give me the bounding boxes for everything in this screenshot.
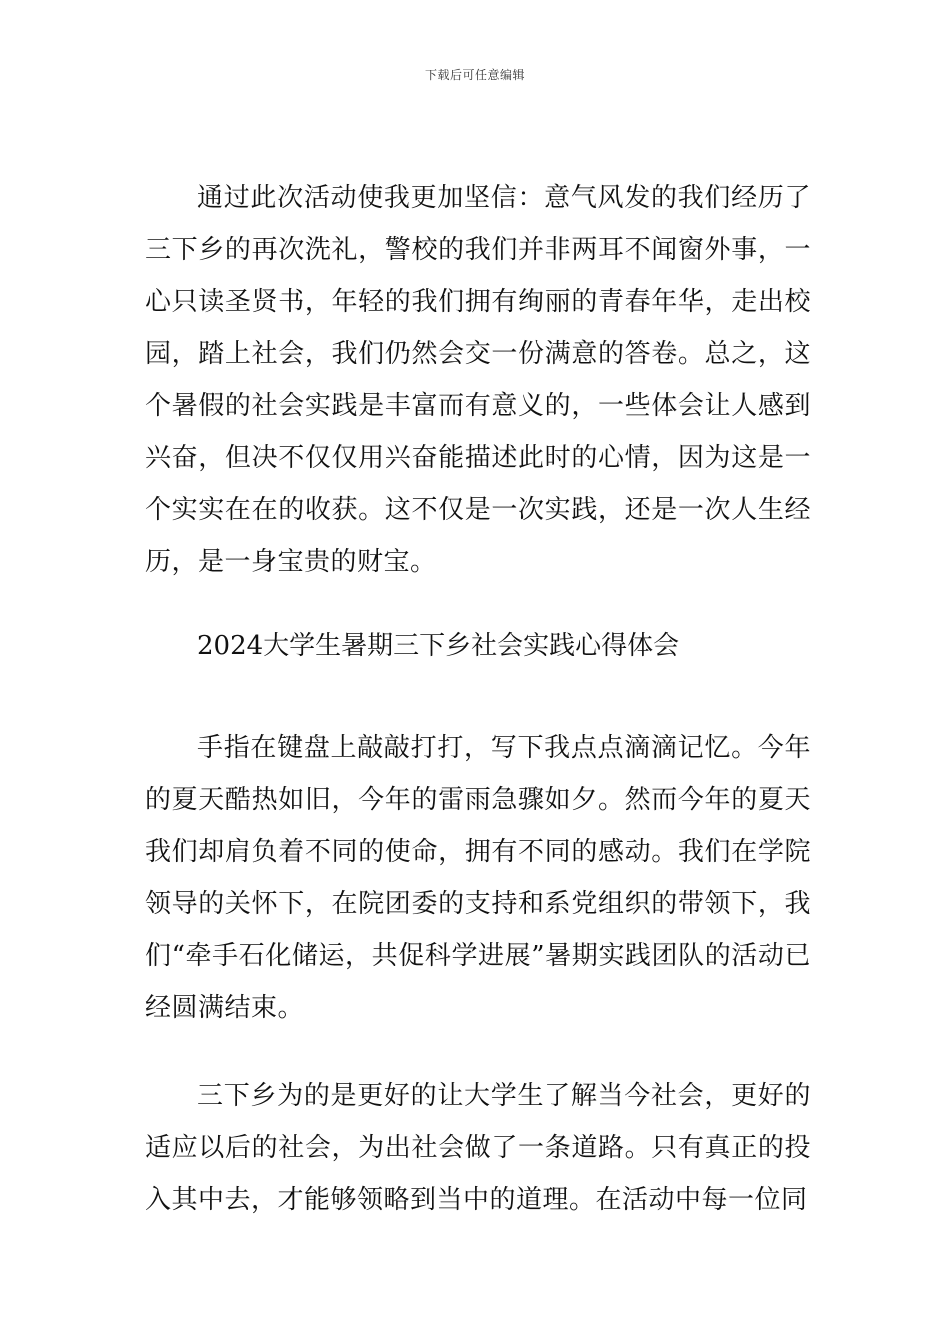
header-note: 下载后可任意编辑: [424, 68, 525, 82]
paragraph-2: 手指在键盘上敲敲打打，写下我点点滴滴记忆。今年的夏天酷热如旧，今年的雷雨急骤如夕。然而今年的夏天我们却肩负着不同的使命，拥有不同的感动。我们在学院领导的关怀下，在院团委的支持和系党组织的带领下，我们“牵手石化储运，共促科学进展”暑期实践团队的活动已经圆满结束。: [145, 733, 811, 1023]
paragraph-1: 通过此次活动使我更加坚信：意气风发的我们经历了三下乡的再次洗礼，警校的我们并非两耳不闻窗外事，一心只读圣贤书，年轻的我们拥有绚丽的青春年华，走出校园，踏上社会，我们仍然会交一份满意的答卷。总之，这个暑假的社会实践是丰富而有意义的，一些体会让人感到兴奋，但决不仅仅用兴奋能描述此时的心情，因为这是一个实实在在的收获。这不仅是一次实践，还是一次人生经历，是一身宝贵的财宝。: [145, 183, 811, 577]
paragraph-3: 三下乡为的是更好的让大学生了解当今社会，更好的适应以后的社会，为出社会做了一条道路。只有真正的投入其中去，才能够领略到当中的道理。在活动中每一位同: [145, 1081, 811, 1215]
section-title: 2024大学生暑期三下乡社会实践心得体会: [197, 631, 680, 661]
